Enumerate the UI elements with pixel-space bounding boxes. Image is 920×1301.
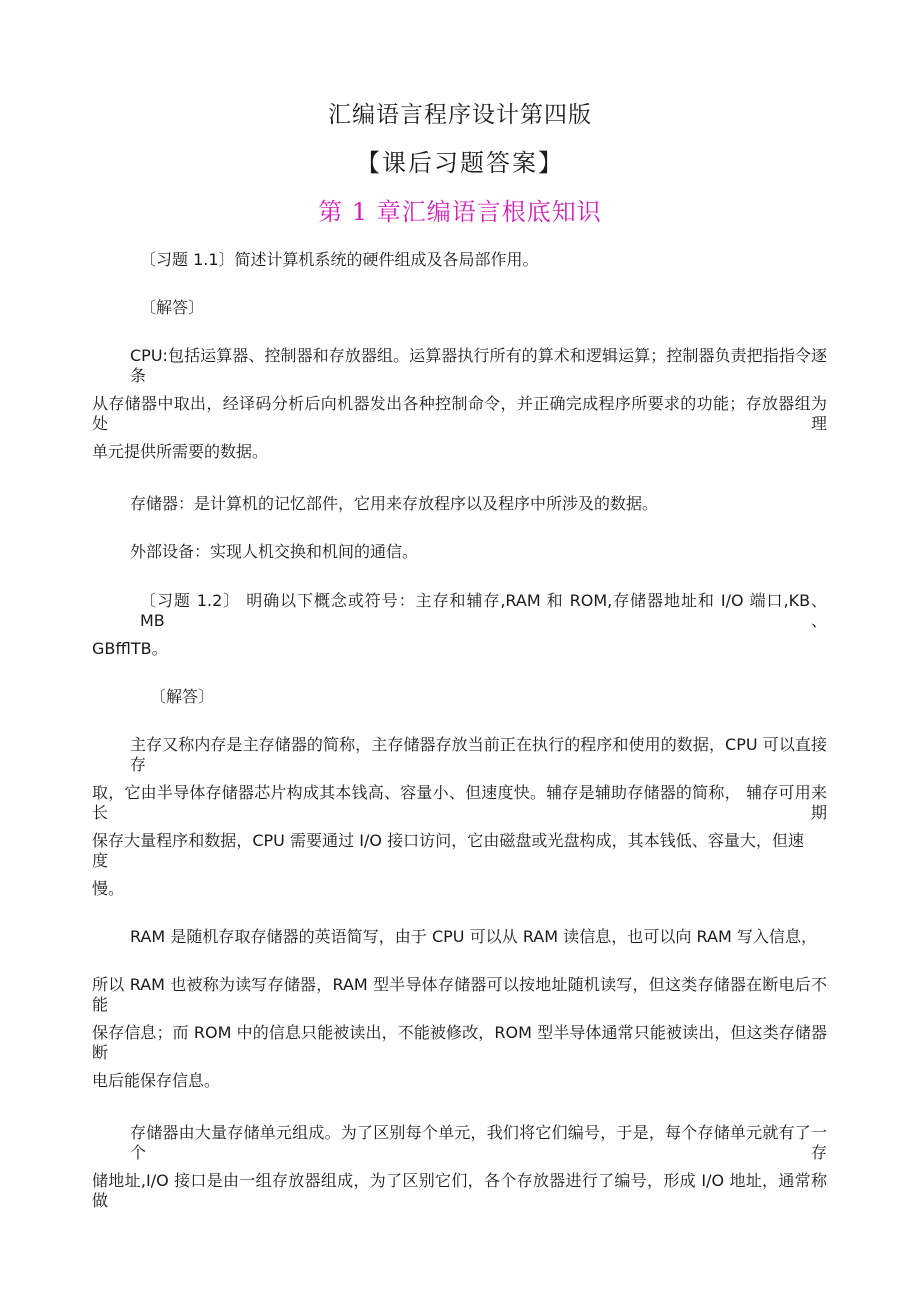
paragraph-line: CPU:包括运算器、控制器和存放器组。运算器执行所有的算术和逻辑运算；控制器负责把指指令逐条 bbox=[130, 346, 827, 385]
exercise-1-2-answer-label: 〔解答〕 bbox=[150, 687, 215, 706]
exercise-1-1-question: 〔习题 1.1〕简述计算机系统的硬件组成及各局部作用。 bbox=[140, 250, 539, 269]
exercise-1-1-answer-label: 〔解答〕 bbox=[140, 298, 205, 317]
paragraph-line: 主存又称内存是主存储器的简称，主存储器存放当前正在执行的程序和使用的数据，CPU 可以直接存 bbox=[130, 735, 827, 774]
document-subtitle: 【课后习题答案】 bbox=[356, 149, 564, 177]
paragraph-line: 单元提供所需要的数据。 bbox=[92, 442, 269, 461]
document-title: 汇编语言程序设计第四版 bbox=[328, 102, 592, 128]
paragraph-line: 从存储器中取出，经译码分析后向机器发出各种控制命令，并正确完成程序所要求的功能；存放器组为处理 bbox=[92, 394, 827, 433]
chapter-heading: 第 1 章汇编语言根底知识 bbox=[318, 198, 602, 226]
exercise-1-2-question-cont: GBfflTB。 bbox=[92, 639, 168, 658]
paragraph-line: 存储器由大量存储单元组成。为了区别每个单元，我们将它们编号，于是，每个存储单元就有了一个存 bbox=[130, 1123, 827, 1162]
paragraph-line: RAM 是随机存取存储器的英语简写，由于 CPU 可以从 RAM 读信息，也可以向 RAM 写入信息， bbox=[130, 927, 817, 946]
paragraph-line: 所以 RAM 也被称为读写存储器，RAM 型半导体存储器可以按地址随机读写，但这类存储器在断电后不能 bbox=[92, 975, 827, 1014]
paragraph-line: 慢。 bbox=[92, 879, 125, 898]
paragraph-line: 电后能保存信息。 bbox=[92, 1071, 221, 1090]
paragraph-line: 存储器：是计算机的记忆部件，它用来存放程序以及程序中所涉及的数据。 bbox=[130, 494, 659, 513]
paragraph-line: 保存信息；而 ROM 中的信息只能被读出，不能被修改，ROM 型半导体通常只能被读出，但这类存储器断 bbox=[92, 1023, 827, 1062]
paragraph-line: 保存大量程序和数据，CPU 需要通过 I/O 接口访问，它由磁盘或光盘构成，其本钱低、容量大，但速度 bbox=[92, 831, 804, 870]
paragraph-line: 外部设备：实现人机交换和机间的通信。 bbox=[130, 542, 419, 561]
exercise-1-2-question: 〔习题 1.2〕 明确以下概念或符号：主存和辅存,RAM 和 ROM,存储器地址和 I/O 端口,KB、MB、 bbox=[140, 591, 827, 630]
paragraph-line: 储地址,I/O 接口是由一组存放器组成，为了区别它们，各个存放器进行了编号，形成 I/O 地址，通常称做 bbox=[92, 1171, 827, 1210]
paragraph-line: 取，它由半导体存储器芯片构成其本钱高、容量小、但速度快。辅存是辅助存储器的简称， 辅存可用来长期 bbox=[92, 783, 827, 822]
